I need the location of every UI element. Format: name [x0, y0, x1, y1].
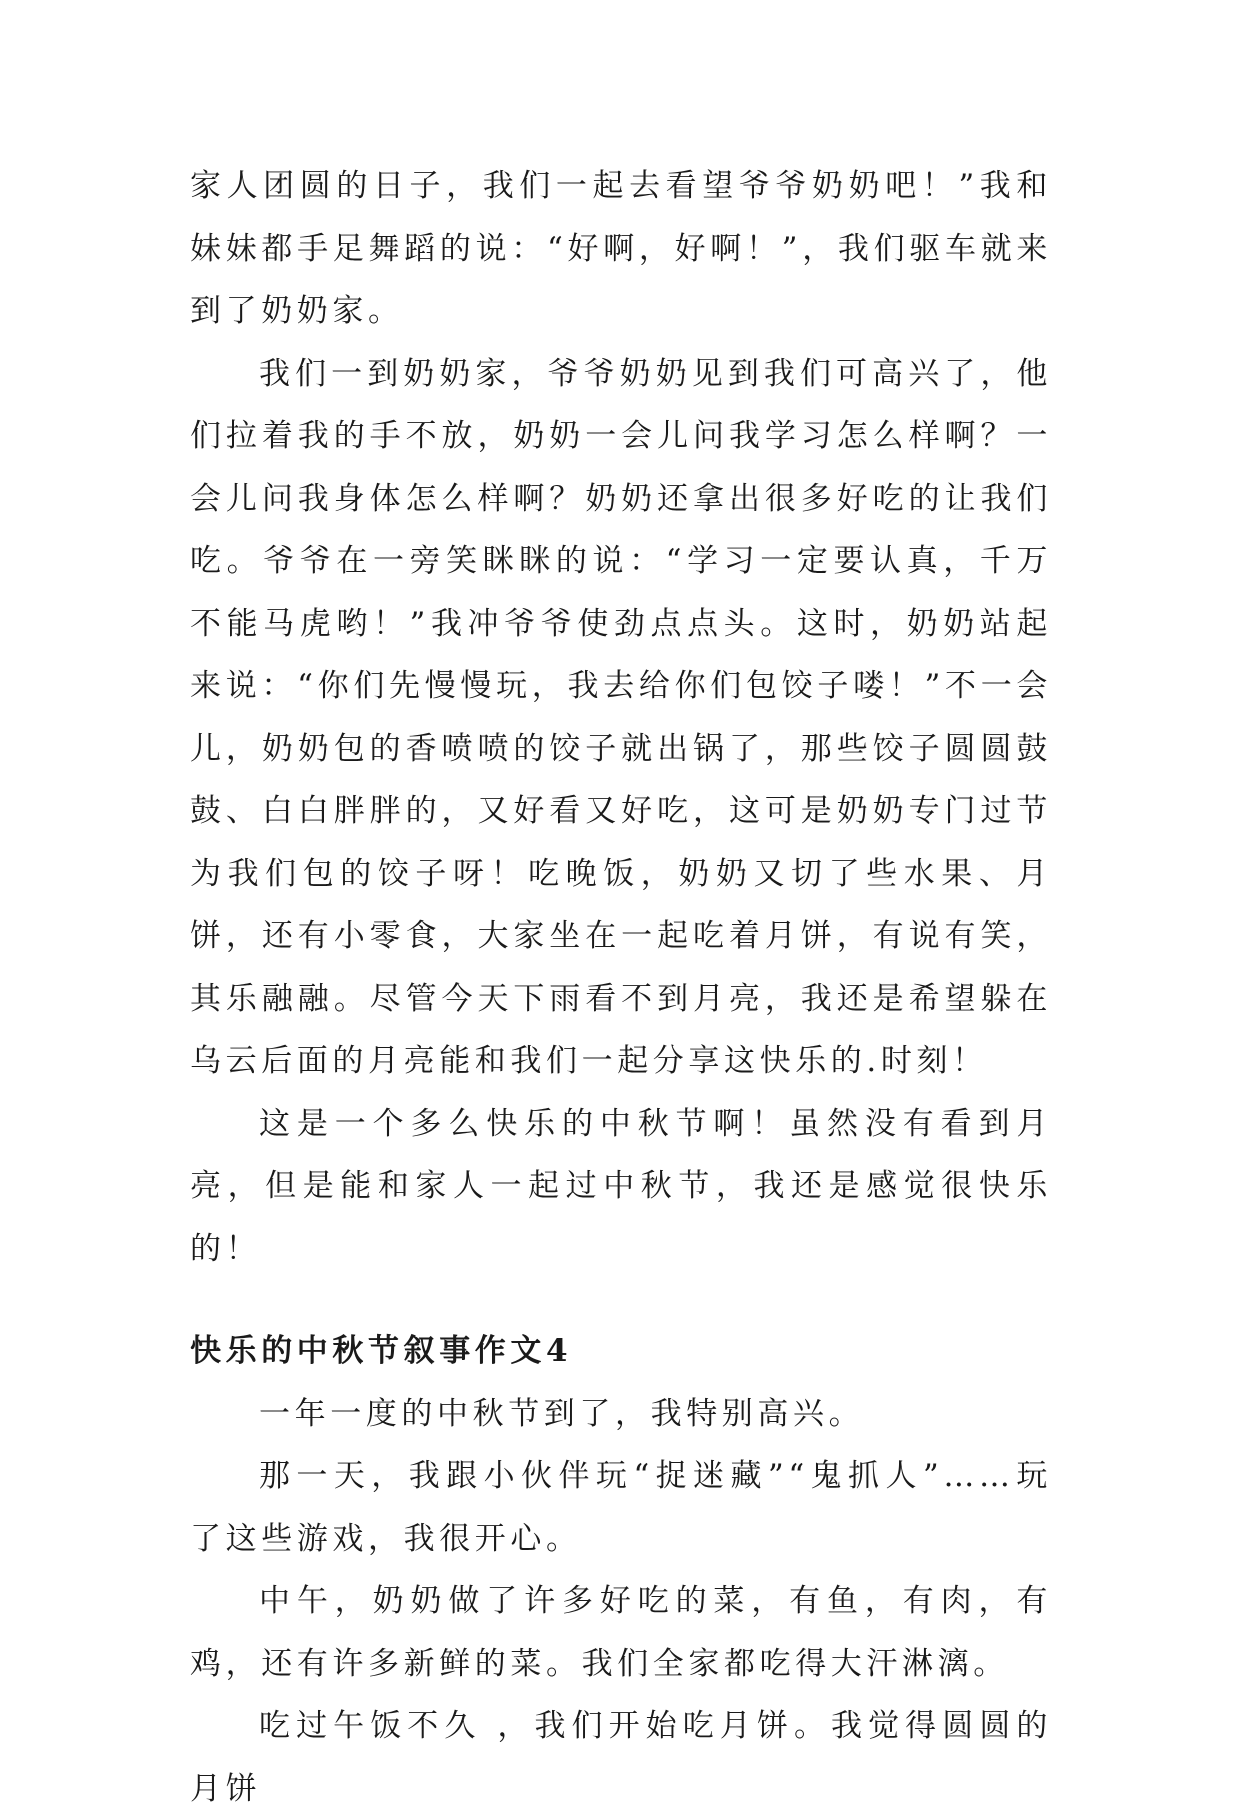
paragraph: 吃过午饭不久 ，我们开始吃月饼。我觉得圆圆的月饼 [190, 1708, 1052, 1807]
paragraph: 一年一度的中秋节到了，我特别高兴。 [259, 1395, 865, 1432]
paragraph: 中午，奶奶做了许多好吃的菜，有鱼，有肉，有鸡，还有许多新鲜的菜。我们全家都吃得大汗淋漓。 [190, 1583, 1052, 1682]
document-page [190, 155, 1052, 1820]
section-heading: 快乐的中秋节叙事作文4 [190, 1333, 573, 1369]
paragraph: 我们一到奶奶家，爷爷奶奶见到我们可高兴了，他们拉着我的手不放，奶奶一会儿问我学习怎么样啊？一会儿问我身体怎么样啊？奶奶还拿出很多好吃的让我们吃。爷爷在一旁笑眯眯的说：“学习一定要认真，千万不能马虎哟！”我冲爷爷使劲点点头。这时，奶奶站起来说：“你们先慢慢玩，我去给你们包饺子喽！”不一会儿，奶奶包的香喷喷的饺子就出锅了，那些饺子圆圆鼓鼓、白白胖胖的，又好看又好吃，这可是奶奶专门过节为我们包的饺子呀！吃晚饭，奶奶又切了些水果、月饼，还有小零食，大家坐在一起吃着月饼，有说有笑，其乐融融。尽管今天下雨看不到月亮，我还是希望躲在乌云后面的月亮能和我们一起分享这快乐的.时刻！ [190, 355, 1052, 1079]
paragraph: 家人团圆的日子，我们一起去看望爷爷奶奶吧！”我和妹妹都手足舞蹈的说：“好啊，好啊！”，我们驱车就来到了奶奶家。 [190, 168, 1052, 329]
paragraph: 这是一个多么快乐的中秋节啊！虽然没有看到月亮，但是能和家人一起过中秋节，我还是感觉很快乐的！ [190, 1105, 1052, 1267]
paragraph: 那一天，我跟小伙伴玩“捉迷藏”“鬼抓人”……玩了这些游戏，我很开心。 [190, 1458, 1052, 1557]
